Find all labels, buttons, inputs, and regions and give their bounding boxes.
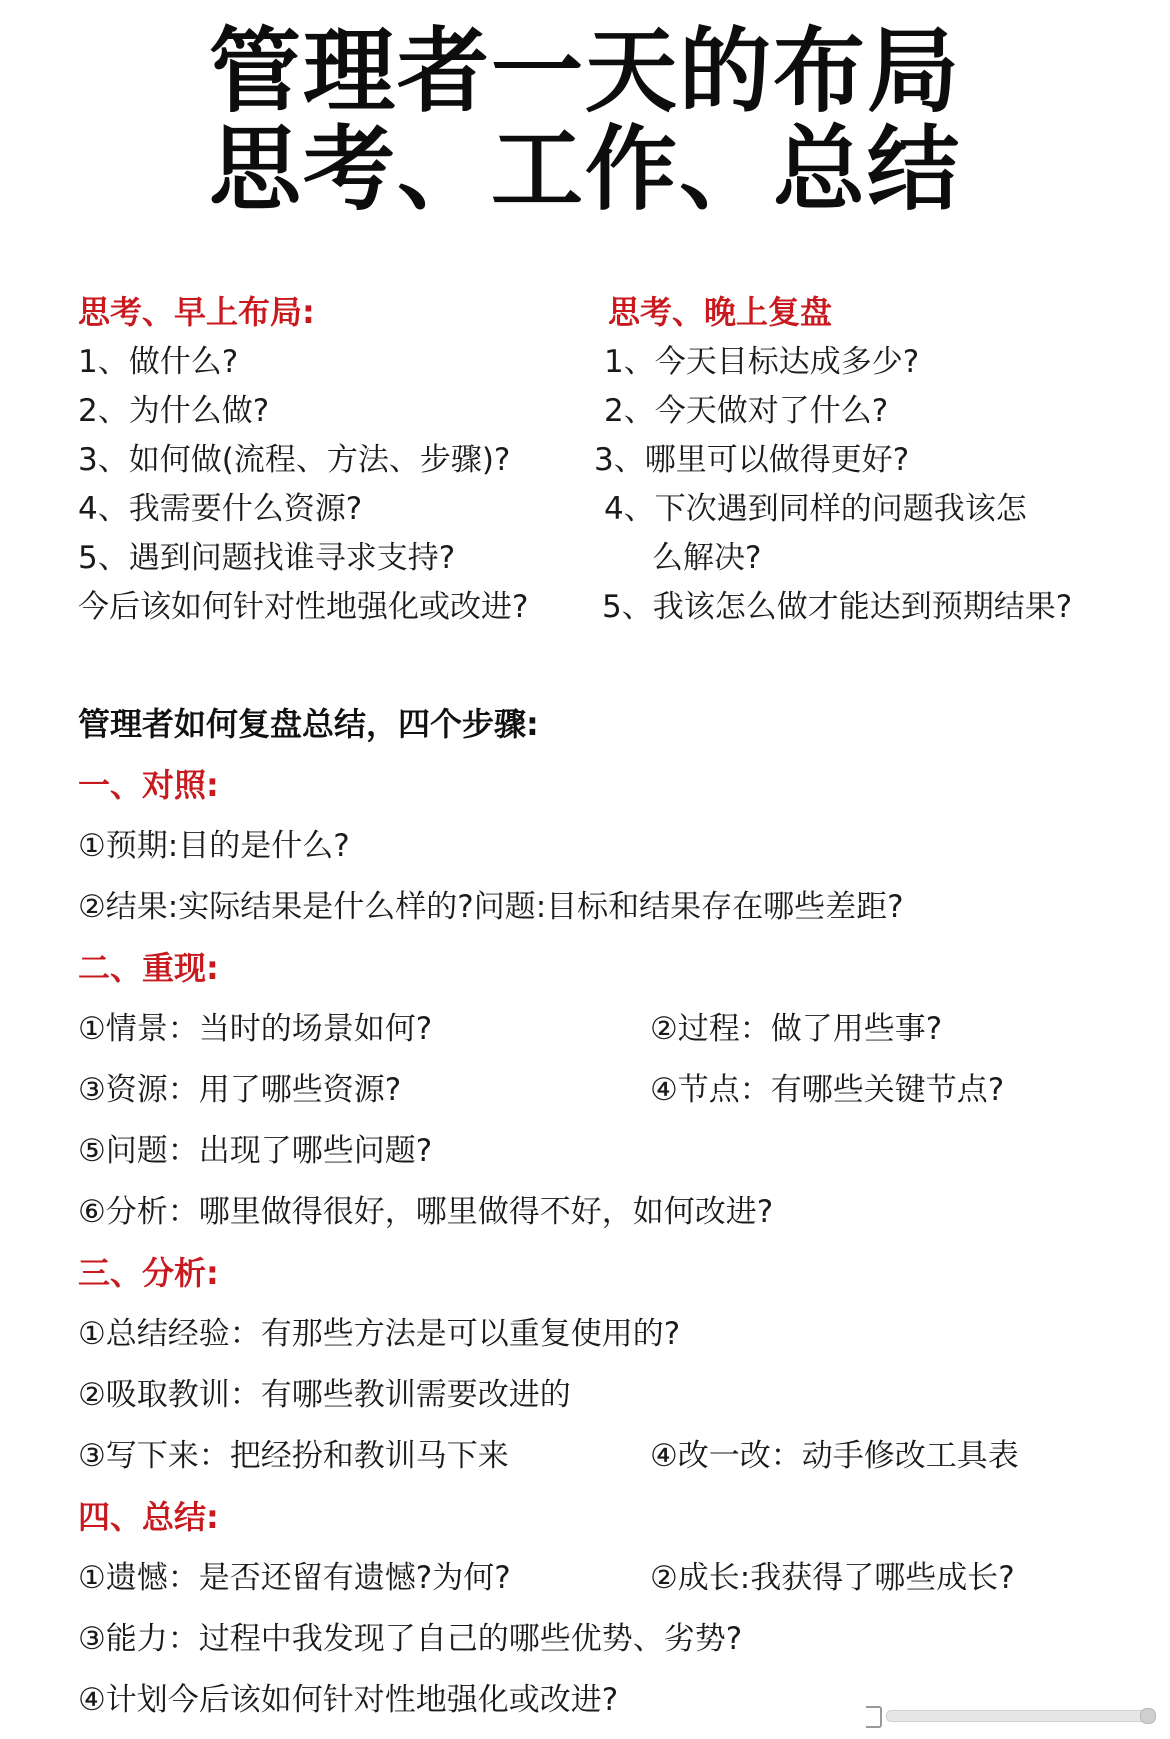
- step2-item: ②过程：做了用些事?: [650, 1011, 943, 1047]
- step4-item: ④计划今后该如何针对性地强化或改进?: [78, 1682, 619, 1718]
- scroll-bracket-icon: [866, 1706, 882, 1728]
- evening-item: 3、哪里可以做得更好?: [594, 442, 910, 478]
- evening-heading: 思考、晚上复盘: [608, 293, 833, 331]
- step4-item: ③能力：过程中我发现了自己的哪些优势、劣势?: [78, 1621, 743, 1657]
- step1-item: ②结果:实际结果是什么样的?问题:目标和结果存在哪些差距?: [78, 889, 904, 925]
- step3-item: ④改一改：动手修改工具表: [650, 1438, 1019, 1474]
- step3-item: ②吸取教训：有哪些教训需要改进的: [78, 1377, 571, 1413]
- title-line-1: 管理者一天的布局: [208, 18, 961, 125]
- morning-heading: 思考、早上布局:: [78, 293, 315, 331]
- morning-item: 4、我需要什么资源?: [78, 491, 363, 527]
- step2-item: ④节点：有哪些关键节点?: [650, 1072, 1005, 1108]
- step3-item: ①总结经验：有那些方法是可以重复使用的?: [78, 1316, 681, 1352]
- step2-item: ①情景：当时的场景如何?: [78, 1011, 433, 1047]
- step2-item: ⑤问题：出现了哪些问题?: [78, 1133, 433, 1169]
- morning-item: 5、遇到问题找谁寻求支持?: [78, 540, 456, 576]
- review-heading: 管理者如何复盘总结，四个步骤:: [78, 705, 539, 743]
- scrollbar-track[interactable]: [886, 1710, 1156, 1722]
- step4-item: ①遗憾：是否还留有遗憾?为何?: [78, 1560, 511, 1596]
- evening-item: 5、我该怎么做才能达到预期结果?: [602, 589, 1073, 625]
- step3-item: ③写下来：把经扮和教训马下来: [78, 1438, 509, 1474]
- morning-item: 1、做什么?: [78, 344, 239, 380]
- step2-item: ⑥分析：哪里做得很好，哪里做得不好，如何改进?: [78, 1194, 774, 1230]
- evening-item-continued: 么解决?: [652, 540, 762, 576]
- morning-item: 3、如何做(流程、方法、步骤)?: [78, 442, 511, 478]
- step2-item: ③资源：用了哪些资源?: [78, 1072, 402, 1108]
- evening-item: 2、今天做对了什么?: [604, 393, 889, 429]
- morning-item: 2、为什么做?: [78, 393, 270, 429]
- evening-item: 1、今天目标达成多少?: [604, 344, 920, 380]
- step1-item: ①预期:目的是什么?: [78, 828, 350, 864]
- title-line-2: 思考、工作、总结: [208, 116, 961, 223]
- horizontal-scrollbar[interactable]: [866, 1705, 1156, 1725]
- step2-heading: 二、重现:: [78, 949, 219, 987]
- step4-item: ②成长:我获得了哪些成长?: [650, 1560, 1015, 1596]
- morning-item: 今后该如何针对性地强化或改进?: [78, 589, 529, 625]
- scrollbar-thumb[interactable]: [1140, 1708, 1156, 1724]
- step1-heading: 一、对照:: [78, 766, 219, 804]
- step3-heading: 三、分析:: [78, 1254, 219, 1292]
- evening-item: 4、下次遇到同样的问题我该怎: [604, 491, 1027, 527]
- step4-heading: 四、总结:: [78, 1498, 219, 1536]
